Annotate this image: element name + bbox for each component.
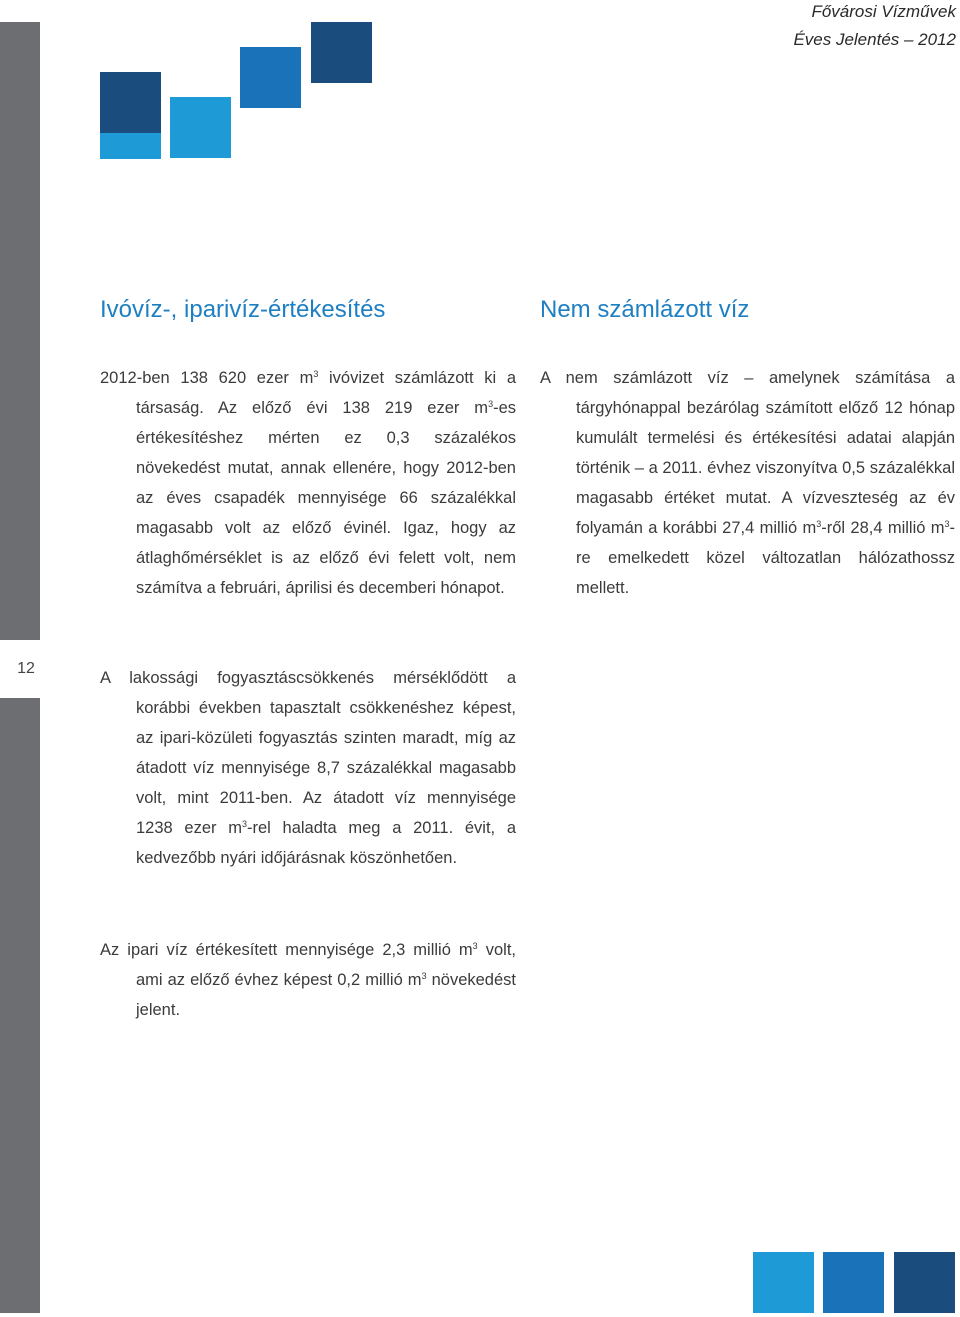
- company-name: Fővárosi Vízművek: [811, 2, 956, 21]
- report-title: Éves Jelentés – 2012: [793, 30, 956, 49]
- page-number: 12: [0, 640, 52, 698]
- page-header: [793, 0, 956, 54]
- decor-square: [100, 72, 161, 133]
- section-heading-sales: Ivóvíz-, iparivíz-értékesítés: [100, 296, 386, 323]
- paragraph-industrial-water: Az ipari víz értékesített mennyisége 2,3 millió $m^3$ volt, ami az előző évhez képest 0,2 millió $m^3$ növekedést jelent.: [100, 941, 516, 1019]
- decor-square: [240, 47, 301, 108]
- decor-square: [311, 22, 372, 83]
- paragraph-sales-2: A lakossági fogyasztáscsökkenés mérséklődött a korábbi években tapasztalt csökkenéshez képest, az ipari-közületi fogyasztás szinten maradt, míg az átadott víz mennyisége 8,7 százalékkal magasabb volt, mint 2011-ben. Az átadott víz mennyisége 1238 ezer $m^3$-rel haladta meg a 2011. évit, a kedvezőbb nyári időjárásnak köszönhetően.: [100, 669, 517, 867]
- decor-square: [753, 1252, 814, 1313]
- decor-square: [170, 97, 231, 158]
- decor-square: [823, 1252, 884, 1313]
- paragraph-sales-1: 2012-ben 138 620 ezer $m^3$ ivóvizet számlázott ki a társaság. Az előző évi 138 219 ezer $m^3-es$ értékesítéshez mérten ez 0,3 százalékos növekedést mutat, annak ellenére, hogy 2012-ben az éves csapadék mennyisége 66 százalékkal magasabb volt az előző évinél. Igaz, hogy az átlaghőmérséklet is az előző évi felett volt, nem számítva a februári, áprilisi és decemberi hónapot.: [100, 369, 517, 597]
- decor-square: [894, 1252, 955, 1313]
- section-heading-unbilled: Nem számlázott víz: [540, 296, 750, 323]
- paragraph-unbilled-water: A nem számlázott víz – amelynek számítása a tárgyhónappal bezárólag számított előző 12 hónap kumulált termelési és értékesítési adatai alapján történik – a 2011. évhez viszonyítva 0,5 százalékkal magasabb értéket mutat. A vízveszteség az év folyamán a korábbi 27,4 millió $m^3$-ről 28,4 millió $m^3-re$ emelkedett közel változatlan hálózathossz mellett.: [540, 369, 955, 597]
